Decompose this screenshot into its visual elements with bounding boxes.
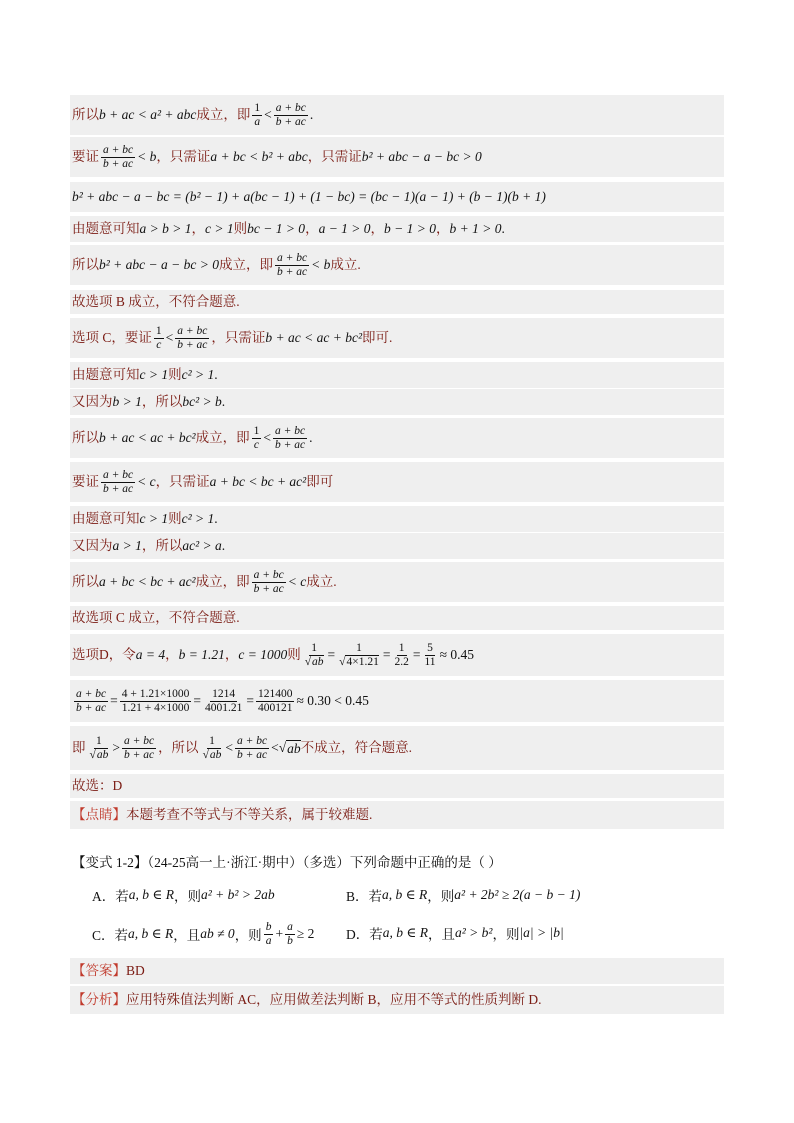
option-b: B．若 a, b ∈ R ，则 a² + 2b² ≥ 2(a − b − 1)	[346, 887, 581, 904]
text: 即	[72, 740, 86, 756]
math: b² + abc − a − bc > 0	[99, 257, 219, 273]
math: a + bc < b² + abc	[210, 149, 308, 165]
solution-line	[70, 389, 724, 415]
text: 即可	[306, 474, 334, 490]
math: a > b > 1	[139, 221, 192, 237]
math: b + ac < a² + abc	[99, 107, 197, 123]
text: 所以	[72, 257, 99, 273]
math: <	[225, 740, 233, 756]
text: 故选项 C 成立，不符合题意.	[72, 610, 240, 626]
text: 不成立，符合题意.	[300, 740, 413, 756]
text: 所以	[72, 107, 99, 123]
text: 则	[233, 221, 248, 237]
math: b + 1 > 0	[449, 221, 502, 237]
math: b² + abc − a − bc = (b² − 1) + a(bc − 1) + (1 − bc) = (bc − 1)(a − 1) + (b − 1)(b + 1)	[72, 189, 546, 205]
solution-line	[70, 245, 724, 285]
text: 又因为	[72, 538, 113, 554]
solution-line	[70, 318, 724, 358]
text: 选项 C，要证	[72, 330, 152, 346]
text: 成立，即	[195, 574, 250, 590]
fraction: $\frac{4 + 1.21\times 1000}{1.21 + 4\times 1000}$	[121, 688, 190, 714]
text: .	[214, 367, 218, 383]
text: ，所以	[158, 740, 199, 756]
text: ，所以	[141, 394, 183, 410]
math: < b	[311, 257, 331, 273]
math: bc − 1 > 0	[247, 221, 306, 237]
fraction: $\frac{a + bc}{b + ac}$	[237, 735, 268, 761]
text: 又因为	[72, 394, 113, 410]
math: c² > 1	[181, 511, 215, 527]
text: .	[501, 221, 505, 237]
math: a + bc < bc + ac²	[209, 474, 307, 490]
math: a + bc < bc + ac²	[99, 574, 196, 590]
text: 成立.	[330, 257, 361, 273]
math: a > 1	[112, 538, 142, 554]
math: b = 1.21	[178, 647, 225, 663]
text: ，只需证	[155, 474, 210, 490]
solution-line	[70, 290, 724, 314]
math: =	[327, 647, 336, 663]
solution-line	[70, 801, 724, 829]
fraction: $\frac{a + bc}{b + ac}$	[103, 469, 134, 495]
math: b + ac < ac + bc²	[265, 330, 362, 346]
fraction: $\frac{1}{c}$	[253, 425, 260, 451]
text: .	[221, 394, 226, 410]
text: 成立，即	[195, 430, 250, 446]
solution-line	[70, 362, 724, 388]
fraction: $\frac{a + bc}{b + ac}$	[274, 425, 306, 451]
option-d: D．若 a, b ∈ R ，且 a² > b² ，则 |a| > |b|	[346, 925, 564, 942]
math: c² > 1	[181, 367, 215, 383]
text: 故选：D	[72, 778, 123, 794]
text: .	[214, 511, 218, 527]
text: ，	[191, 221, 205, 237]
math: =	[246, 693, 254, 709]
math: < c	[287, 574, 307, 590]
math: b + ac < ac + bc²	[99, 430, 196, 446]
solution-line	[70, 216, 724, 242]
text: 要证	[72, 149, 99, 165]
solution-line	[70, 182, 724, 212]
math: =	[412, 647, 421, 663]
fraction: $\frac{a + bc}{b + ac}$	[276, 252, 308, 278]
text: 即可.	[362, 330, 393, 346]
fraction: $\frac{1}{√ab}$	[304, 642, 324, 668]
math: a = 4	[135, 647, 166, 663]
comment-tag: 【点睛】	[72, 807, 126, 823]
question-title	[70, 850, 724, 876]
text: 故选项 B 成立，不符合题意.	[72, 294, 240, 310]
fraction: $\frac{a + bc}{b + ac}$	[275, 102, 306, 128]
fraction: $\frac{a + bc}{b + ac}$	[253, 569, 284, 595]
math: a − 1 > 0	[318, 221, 371, 237]
text: 成立，即	[196, 107, 251, 123]
option-c: C．若 a, b ∈ R ，且 ab ≠ 0 ，则 $\frac{b}{a}$ + $\frac{a}{b}$ ≥ 2	[92, 921, 315, 947]
text: ，	[436, 221, 450, 237]
math: c > 1	[204, 221, 234, 237]
fraction: $\frac{121400}{400121}$	[257, 688, 293, 714]
text: ，	[224, 647, 239, 663]
fraction: $\frac{1}{a}$	[254, 102, 261, 128]
math: =	[110, 693, 118, 709]
text: 成立.	[306, 574, 337, 590]
fraction: $\frac{1}{√4\times 1.21}$	[339, 642, 379, 668]
fraction: $\frac{1}{c}$	[155, 325, 162, 351]
text: 则	[287, 647, 301, 663]
math: >	[112, 740, 120, 756]
text: ，只需证	[211, 330, 266, 346]
math: c > 1	[139, 367, 169, 383]
solution-line	[70, 634, 724, 676]
solution-line	[70, 137, 724, 177]
math: =	[193, 693, 201, 709]
option-a: A．若 a, b ∈ R ，则 a² + b² > 2ab	[92, 887, 275, 904]
solution-line	[70, 606, 724, 630]
text: 本题考查不等式与不等关系，属于较难题.	[126, 807, 373, 823]
text: ，所以	[141, 538, 183, 554]
math: bc² > b	[182, 394, 222, 410]
text: ，	[370, 221, 385, 237]
solution-line	[70, 506, 724, 532]
text: ，	[165, 647, 179, 663]
solution-line	[70, 462, 724, 502]
text: 应用特殊值法判断 AC，应用做差法判断 B，应用不等式的性质判断 D.	[126, 992, 542, 1008]
fraction: $\frac{5}{11}$	[424, 642, 436, 668]
text: 则	[168, 367, 182, 383]
fraction: $\frac{a + bc}{b + ac}$	[123, 735, 155, 761]
math: <	[263, 430, 271, 446]
text: 所以	[72, 430, 99, 446]
math: =	[382, 647, 391, 663]
solution-line	[70, 533, 724, 559]
fraction: $\frac{a + bc}{b + ac}$	[76, 688, 107, 714]
text: .	[309, 430, 313, 446]
text: .	[221, 538, 226, 554]
text: 则	[168, 511, 182, 527]
text: ，只需证	[307, 149, 362, 165]
text: 【变式 1-2】（24-25高一上·浙江·期中）（多选）下列命题中正确的是（ ）	[72, 855, 502, 871]
fraction: $\frac{a + bc}{b + ac}$	[177, 325, 208, 351]
text: ，	[305, 221, 319, 237]
math: b > 1	[112, 394, 142, 410]
text: 由题意可知	[72, 367, 140, 383]
math: ac² > a	[182, 538, 222, 554]
analysis-line	[70, 986, 724, 1014]
text: 由题意可知	[72, 511, 140, 527]
solution-line	[70, 95, 724, 135]
math: < b	[137, 149, 157, 165]
math: b² + abc − a − bc > 0	[361, 149, 482, 165]
math: <	[271, 740, 279, 756]
math: < c	[137, 474, 156, 490]
math: ≈ 0.45	[439, 647, 474, 663]
text: 成立，即	[218, 257, 273, 273]
math: ab	[287, 740, 301, 756]
fraction: $\frac{1}{√ab}$	[89, 735, 109, 761]
math: <	[264, 107, 272, 123]
solution-line: 即 $\frac{1}{√ab}$ > $\frac{a + bc}{b + ac}$ ，所以 $\frac{1}{√ab}$ < $\frac{a + bc}{b + ac}$ < √ ab 不成立，符合题意.	[70, 726, 724, 770]
math: c > 1	[139, 511, 169, 527]
text: 要证	[72, 474, 99, 490]
solution-line	[70, 680, 724, 722]
fraction: $\frac{1214}{4001.21}$	[204, 688, 243, 714]
text: .	[309, 107, 314, 123]
math: b − 1 > 0	[384, 221, 437, 237]
answer-value: BD	[126, 963, 145, 979]
fraction: $\frac{1}{2.2}$	[394, 642, 409, 668]
text: 选项D，令	[72, 647, 136, 663]
math: ≈ 0.30 < 0.45	[296, 693, 369, 709]
solution-line	[70, 562, 724, 602]
fraction: $\frac{1}{√ab}$	[202, 735, 222, 761]
math: c = 1000	[238, 647, 288, 663]
text: 所以	[72, 574, 99, 590]
analysis-tag: 【分析】	[72, 992, 126, 1008]
solution-line	[70, 418, 724, 458]
text: ，只需证	[156, 149, 211, 165]
solution-line	[70, 774, 724, 798]
fraction: $\frac{a + bc}{b + ac}$	[103, 144, 134, 170]
text: 由题意可知	[72, 221, 140, 237]
answer-line	[70, 958, 724, 984]
math: <	[165, 330, 174, 346]
answer-tag: 【答案】	[72, 963, 126, 979]
